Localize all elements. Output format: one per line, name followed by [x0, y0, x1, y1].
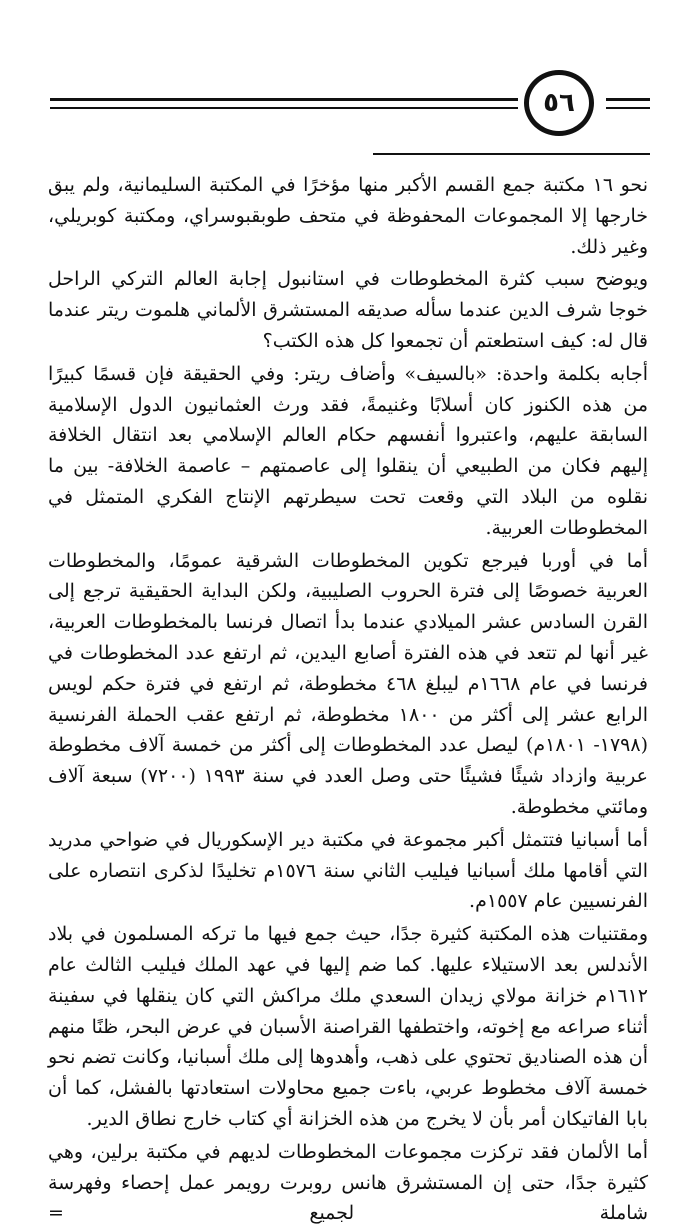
header-rule-bottom-right [606, 107, 650, 109]
paragraph-4: أما في أوربا فيرجع تكوين المخطوطات الشرقية عمومًا، والمخطوطات العربية خصوصًا إلى فترة الحروب الصليبية، ولكن البداية الحقيقية ترجع إلى القرن السادس عشر الميلادي عندما بدأ اتصال فرنسا بالمخطوطات العربية، غير أنها لم تتعد في هذه الفترة أصابع اليدين، ثم ارتفع عدد المخطوطات في فرنسا في عام ١٦٦٨م ليبلغ ٤٦٨ مخطوطة، ثم ارتفع في فترة حكم لويس الرابع عشر إلى أكثر من ١٨٠٠ مخطوطة، ثم ارتفع عقب الحملة الفرنسية (١٧٩٨- ١٨٠١م) ليصل عدد المخطوطات إلى أكثر من خمسة آلاف مخطوطة عربية وازداد شيئًا فشيئًا حتى وصل العدد في سنة ١٩٩٣ (٧٢٠٠) سبعة آلاف ومائتي مخطوطة. [48, 549, 649, 818]
paragraph-5: أما أسبانيا فتتمثل أكبر مجموعة في مكتبة دير الإسكوريال في ضواحي مدريد التي أقامها ملك أسبانيا فيليب الثاني سنة ١٥٧٦م تخليدًا لذكرى انتصاره على الفرنسيين عام ١٥٥٧م. [48, 828, 648, 913]
paragraph-2: ويوضح سبب كثرة المخطوطات في استانبول إجابة العالم التركي الراحل خوجا شرف الدين عندما سأله صديقه المستشرق الألماني هلموت ريتر عندما قال له: كيف استطعتم أن تجمعوا كل هذه الكتب؟ [48, 268, 648, 352]
paragraph-3: أجابه بكلمة واحدة: «بالسيف» وأضاف ريتر: وفي الحقيقة فإن قسمًا كبيرًا من هذه الكنوز كان أسلابًا وغنيمةً، فقد ورث العثمانيون الدول الإسلامية السابقة عليهم، واعتبروا أنفسهم حكام العالم الإسلامي بعد انتقال الخلافة إليهم فكان من الطبيعي أن ينقلوا إلى عاصمتهم – عاصمة الخلافة- بين ما نقلوه من البلاد التي وقعت تحت سيطرتهم الإنتاج الفكري المتمثل في المخطوطات العربية. [48, 362, 648, 539]
paragraph-1: نحو ١٦ مكتبة جمع القسم الأكبر منها مؤخرًا في المكتبة السليمانية، ولم يبق خارجها إلا المجموعات المحفوظة في متحف طوبقبوسراي، ومكتبة كوبريلي، وغير ذلك. [48, 174, 648, 258]
body-text [48, 170, 648, 1229]
page-number: ٥٦ [543, 88, 575, 118]
header-rule-top-left [50, 98, 518, 101]
continuation-rule [373, 153, 650, 155]
paragraph-7: أما الألمان فقد تركزت مجموعات المخطوطات لديهم في مكتبة برلين، وهي كثيرة جدًا، حتى إن المستشرق هانس روبرت رويمر عمل إحصاء وفهرسة شاملة لجميع = [48, 1140, 648, 1225]
page-number-badge [524, 70, 594, 136]
header-rule-bottom-left [50, 107, 518, 109]
header-rule-top-right [606, 98, 650, 101]
paragraph-6: ومقتنيات هذه المكتبة كثيرة جدًا، حيث جمع فيها ما تركه المسلمون في بلاد الأندلس بعد الاستيلاء عليها. كما ضم إليها في عهد الملك فيليب الثالث عام ١٦١٢م خزانة مولاي زيدان السعدي ملك مراكش التي كان ينقلها في سفينة أثناء صراعه مع إخوته، واختطفها القراصنة الأسبان في عرض البحر، ظنًا منهم أن هذه الصناديق تحتوي على ذهب، وأهدوها إلى ملك أسبانيا، وكانت تضم نحو خمسة آلاف مخطوط عربي، باءت جميع محاولات استعادتها بالفشل، كما أن بابا الفاتيكان أمر بأن لا يخرج من هذه الخزانة أي كتاب خارج نطاق الدير. [48, 923, 648, 1130]
page-header [40, 60, 650, 150]
